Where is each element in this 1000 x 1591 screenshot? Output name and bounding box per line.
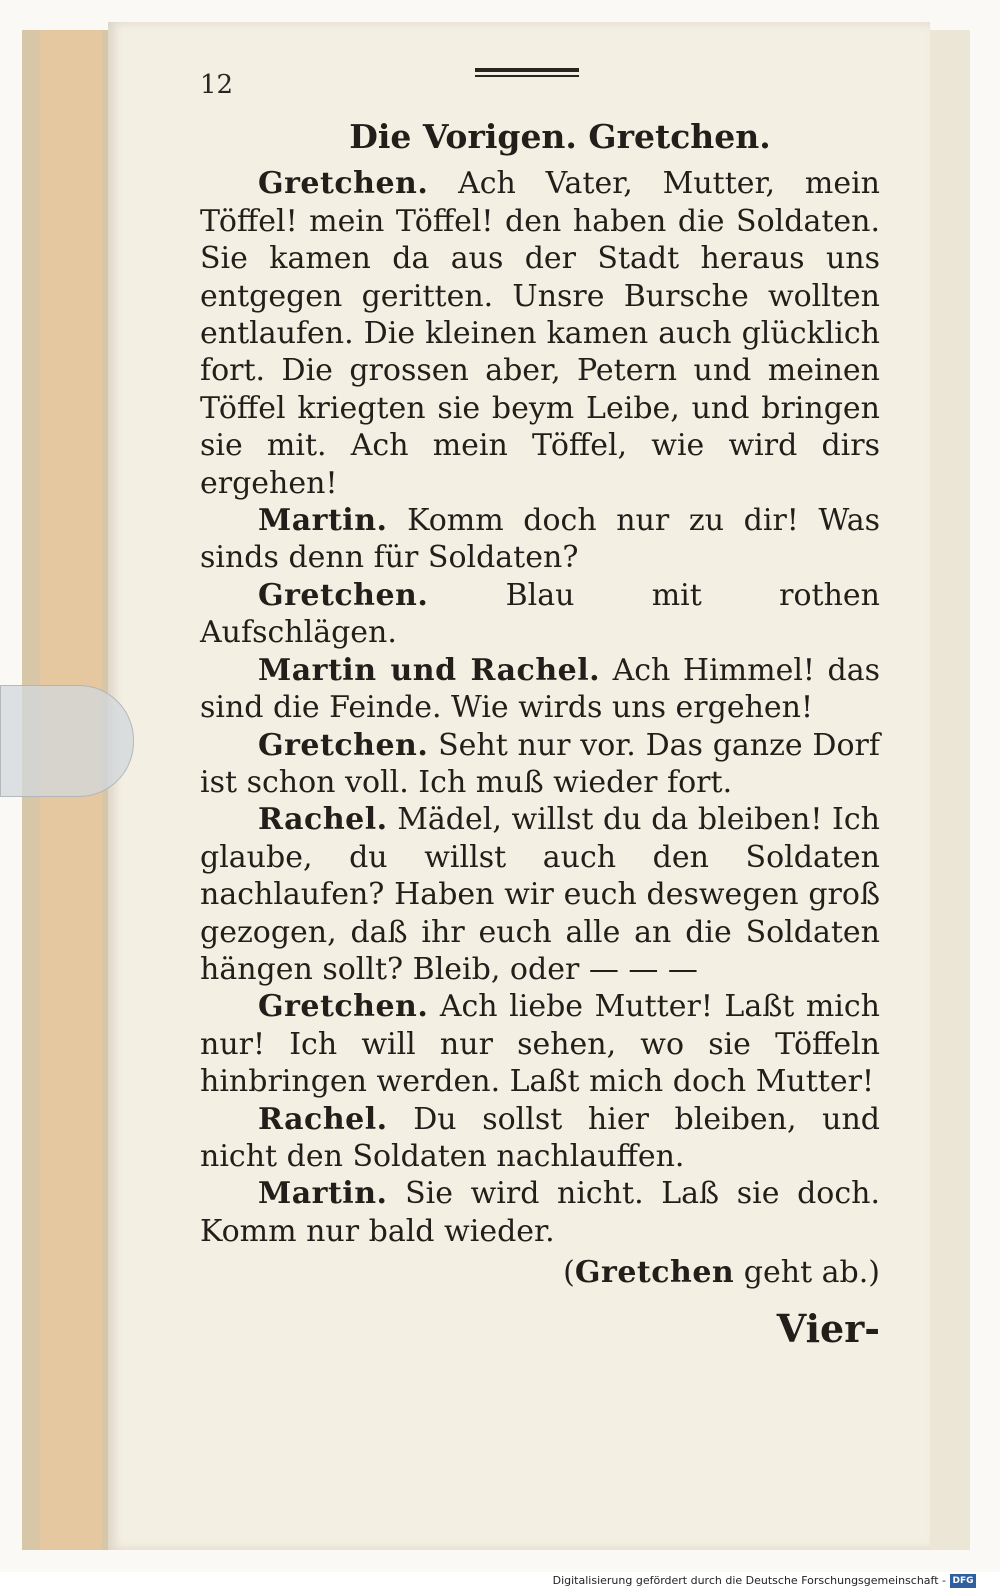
- speaker-name: Gretchen.: [258, 989, 429, 1025]
- stage-direction: [200, 1254, 880, 1291]
- speaker-name: Martin.: [258, 503, 388, 539]
- dialogue-paragraph: [200, 1101, 880, 1176]
- dialogue-paragraph: [200, 727, 880, 802]
- speaker-name: Gretchen.: [258, 577, 429, 613]
- speaker-name: Rachel.: [258, 802, 388, 838]
- page-clip: [0, 685, 134, 797]
- scene-heading: Die Vorigen. Gretchen.: [349, 117, 771, 156]
- dialogue-text: Sie wird nicht. Laß sie doch. Komm nur bald wieder.: [200, 1176, 880, 1249]
- dialogue-text: Komm doch nur zu dir! Was sinds denn für Soldaten?: [200, 503, 880, 576]
- stage-direction-text: geht ab.): [734, 1255, 880, 1291]
- dialogue-paragraph: [200, 801, 880, 988]
- dialogue-text: Seht nur vor. Das ganze Dorf ist schon voll. Ich muß wieder fort.: [200, 727, 880, 800]
- dfg-logo-icon: DFG: [950, 1574, 976, 1588]
- page-edge: [930, 30, 970, 1550]
- footer-credit: Digitalisierung gefördert durch die Deutsche Forschungsgemeinschaft -: [552, 1574, 946, 1587]
- dialogue-text: Mädel, willst du da bleiben! Ich glaube, du willst auch den Soldaten nachlaufen? Haben wir euch deswegen groß gezogen, daß ihr euch alle an die Soldaten hängen sollt? Bleib, oder — — —: [200, 802, 880, 987]
- speaker-name: Gretchen.: [258, 166, 429, 202]
- page-body: [200, 117, 880, 1351]
- stage-direction-speaker: Gretchen: [574, 1255, 735, 1291]
- stage-direction-open: (: [563, 1255, 575, 1291]
- dialogue-paragraph: [200, 652, 880, 727]
- dialogue-text: Ach Himmel! das sind die Feinde. Wie wirds uns ergehen!: [200, 652, 880, 726]
- dialogue-paragraph: [200, 165, 880, 502]
- dialogue-paragraph: [200, 1175, 880, 1250]
- catchword: Vier-: [776, 1305, 880, 1351]
- page-number: 12: [200, 70, 234, 100]
- dialogue-text: Blau mit rothen Aufschlägen.: [200, 577, 880, 651]
- dialogue-text: Ach Vater, Mutter, mein Töffel! mein Töffel! den haben die Soldaten. Sie kamen da aus der Stadt heraus uns entgegen geritten. Unsre Bursche wollten entlaufen. Die kleinen kamen auch glücklich fort. Die grossen aber, Petern und meinen Töffel kriegten sie beym Leibe, und bringen sie mit. Ach mein Töffel, wie wird dirs ergehen!: [200, 166, 880, 501]
- speaker-name: Martin.: [258, 1176, 388, 1212]
- speaker-name: Martin und Rachel.: [258, 652, 601, 688]
- dialogue-paragraph: [200, 577, 880, 652]
- dialogue-text: Du sollst hier bleiben, und nicht den Soldaten nachlauffen.: [200, 1101, 880, 1174]
- footer-bar: [0, 1572, 1000, 1591]
- speaker-name: Gretchen.: [258, 727, 429, 763]
- dialogue-paragraph: [200, 502, 880, 577]
- dialogue-text: Ach liebe Mutter! Laßt mich nur! Ich will nur sehen, wo sie Töffeln hinbringen werden. Laßt mich doch Mutter!: [200, 989, 880, 1100]
- dialogue-paragraph: [200, 988, 880, 1100]
- speaker-name: Rachel.: [258, 1101, 388, 1137]
- ornament-rule-icon: [475, 68, 579, 84]
